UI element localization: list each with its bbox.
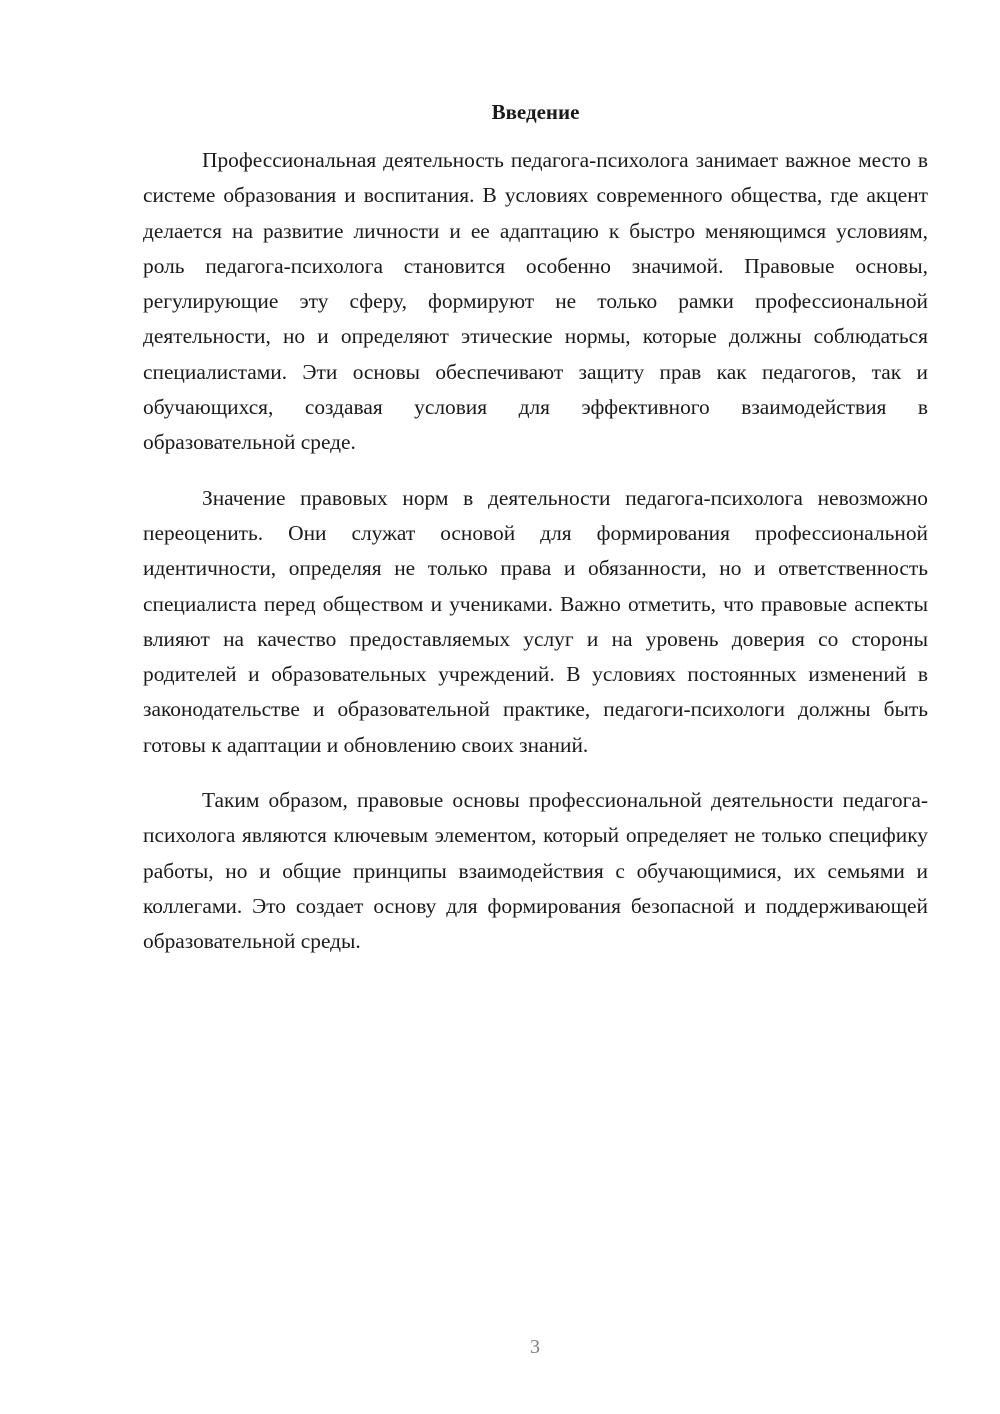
section-heading: Введение [491,100,580,124]
paragraph-1: Профессиональная деятельность педагога-психолога занимает важное место в системе образования и воспитания. В условиях современного общества, где акцент делается на развитие личности и ее адаптацию к быстро меняющимся условиям, роль педагога-психолога становится особенно значимой. Правовые основы, регулирующие эту сферу, формируют не только рамки профессиональной деятельности, но и определяют этические нормы, которые должны соблюдаться специалистами. Эти основы обеспечивают защиту прав как педагогов, так и обучающихся, создавая условия для эффективного взаимодействия в образовательной среде. [143,148,928,455]
paragraph-3: Таким образом, правовые основы профессиональной деятельности педагога-психолога являются ключевым элементом, который определяет не только специфику работы, но и общие принципы взаимодействия с обучающимися, их семьями и коллегами. Это создает основу для формирования безопасной и поддерживающей образовательной среды. [143,788,928,954]
body-text [143,143,928,980]
page-number: 3 [530,1336,540,1358]
paragraph-2: Значение правовых норм в деятельности педагога-психолога невозможно переоценить. Они служат основой для формирования профессиональной идентичности, определяя не только права и обязанности, но и ответственность специалиста перед обществом и учениками. Важно отметить, что правовые аспекты влияют на качество предоставляемых услуг и на уровень доверия со стороны родителей и образовательных учреждений. В условиях постоянных изменений в законодательстве и образовательной практике, педагоги-психологи должны быть готовы к адаптации и обновлению своих знаний. [143,485,928,757]
